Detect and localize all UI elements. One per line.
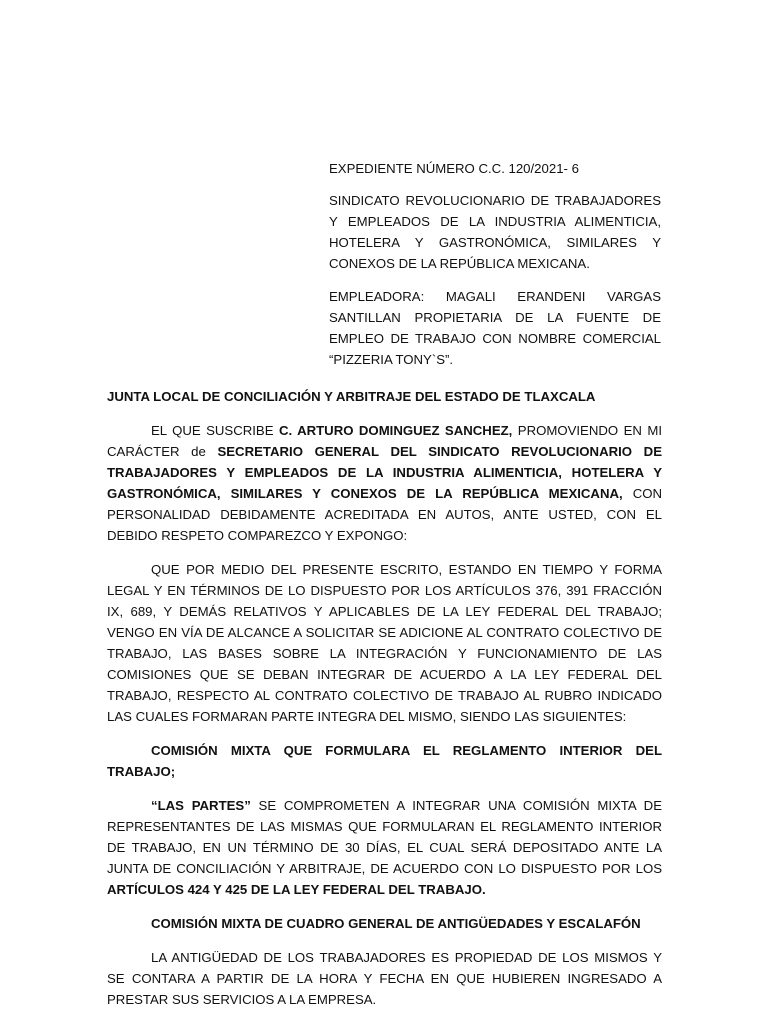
case-number: EXPEDIENTE NÚMERO C.C. 120/2021- 6 [329,161,579,176]
section-heading-reglamento [107,740,662,782]
addressee-text: JUNTA LOCAL DE CONCILIACIÓN Y ARBITRAJE DEL ESTADO DE TLAXCALA [107,389,596,404]
paragraph-partes [107,795,662,900]
partes-body: SE COMPROMETEN A INTEGRAR UNA COMISIÓN MIXTA DE REPRESENTANTES DE LAS MISMAS QUE FORMULARAN EL REGLAMENTO INTERIOR DE TRABAJO, EN UN TÉRMINO DE 30 DÍAS, EL CUAL SERÁ DEPOSITADO ANTE LA JUNTA DE CONCILIACIÓN Y ARBITRAJE, DE ACUERDO CON LO DISPUESTO POR LOS [107,798,662,876]
signer-role: SECRETARIO GENERAL DEL SINDICATO REVOLUCIONARIO DE TRABAJADORES Y EMPLEADOS DE LA INDUSTRIA ALIMENTICIA, HOTELERA Y GASTRONÓMICA, SIMILARES Y CONEXOS DE LA REPÚBLICA MEXICANA, [107,444,662,501]
signer-name: C. ARTURO DOMINGUEZ SANCHEZ, [278,423,513,438]
heading-text-1: COMISIÓN MIXTA QUE FORMULARA EL REGLAMENTO INTERIOR DEL TRABAJO; [107,743,662,779]
partes-label: “LAS PARTES” [151,798,251,813]
employer-line: EMPLEADORA: MAGALI ERANDENI VARGAS SANTILLAN PROPIETARIA DE LA FUENTE DE EMPLEO DE TRABAJO CON NOMBRE COMERCIAL “PIZZERIA TONY`S”. [329,289,661,367]
intro-part-e: CON PERSONALIDAD DEBIDAMENTE ACREDITADA EN AUTOS, ANTE USTED, CON EL DEBIDO RESPETO COMPAREZCO Y EXPONGO: [107,486,663,543]
paragraph-intro [107,420,662,546]
intro-part-c: PROMOVIENDO EN MI CARÁCTER de [107,423,662,459]
partes-articles: ARTÍCULOS 424 Y 425 DE LA LEY FEDERAL DEL TRABAJO. [107,882,486,897]
paragraph-antiguedad: LA ANTIGÜEDAD DE LOS TRABAJADORES ES PROPIEDAD DE LOS MISMOS Y SE CONTARA A PARTIR DE LA HORA Y FECHA EN QUE HUBIEREN INGRESADO A PRESTAR SUS SERVICIOS A LA EMPRESA. [107,950,662,1007]
intro-part-a: EL QUE SUSCRIBE [151,423,279,438]
case-header [329,158,661,382]
union-name: SINDICATO REVOLUCIONARIO DE TRABAJADORES Y EMPLEADOS DE LA INDUSTRIA ALIMENTICIA, HOTELERA Y GASTRONÓMICA, SIMILARES Y CONEXOS DE LA REPÚBLICA MEXICANA. [329,193,661,271]
section-heading-antiguedad [107,913,662,934]
addressee [107,386,662,407]
heading-text-2: COMISIÓN MIXTA DE CUADRO GENERAL DE ANTIGÜEDADES Y ESCALAFÓN [151,916,641,931]
document-body [107,386,662,1023]
paragraph-request: QUE POR MEDIO DEL PRESENTE ESCRITO, ESTANDO EN TIEMPO Y FORMA LEGAL Y EN TÉRMINOS DE LO DISPUESTO POR LOS ARTÍCULOS 376, 391 FRACCIÓN IX, 689, Y DEMÁS RELATIVOS Y APLICABLES DE LA LEY FEDERAL DEL TRABAJO; VENGO EN VÍA DE ALCANCE A SOLICITAR SE ADICIONE AL CONTRATO COLECTIVO DE TRABAJO, LAS BASES SOBRE LA INTEGRACIÓN Y FUNCIONAMIENTO DE LAS COMISIONES QUE SE DEBAN INTEGRAR DE ACUERDO A LA LEY FEDERAL DEL TRABAJO, RESPECTO AL CONTRATO COLECTIVO DE TRABAJO AL RUBRO INDICADO LAS CUALES FORMARAN PARTE INTEGRA DEL MISMO, SIENDO LAS SIGUIENTES: [107,562,662,724]
